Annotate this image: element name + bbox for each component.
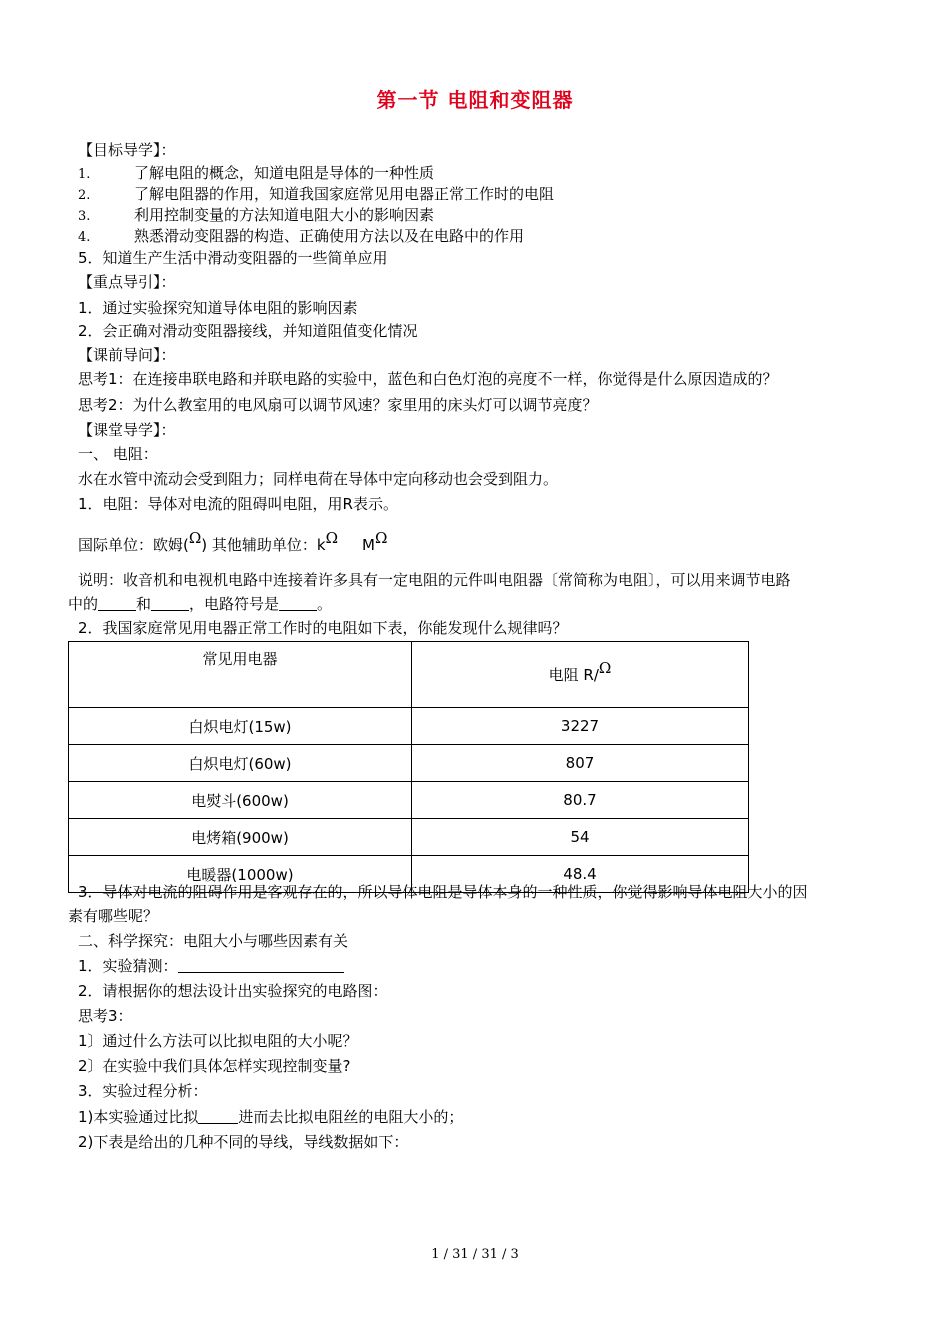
design-line: 2．请根据你的想法设计出实验探究的电路图： [78,982,388,1000]
note-line-1: 说明：收音机和电视机电路中连接着许多具有一定电阻的元件叫电阻器〔常简称为电阻〕，可以用来调节电路 [78,571,791,589]
goal-item-5: 5．知道生产生活中滑动变阻器的一些简单应用 [78,249,388,267]
table-row [69,782,749,819]
think-3: 思考3： [78,1007,133,1025]
unit-prefix: 国际单位：欧姆( [78,536,189,554]
note-b: 和 [136,595,152,613]
omega-symbol: Ω [598,658,612,677]
analysis-blank[interactable] [198,1109,238,1124]
resistance-cell: 80.7 [412,782,749,819]
unit-mid: ) 其他辅助单位：k [201,536,326,554]
goal-num: 1. [78,167,91,182]
think-3-item-2: 2〕在实验中我们具体怎样实现控制变量? [78,1057,351,1075]
preview-heading: 【课前导问】： [78,346,176,364]
omega-symbol: Ω [375,529,388,547]
goal-text: 利用控制变量的方法知道电阻大小的影响因素 [134,206,435,224]
blank-field[interactable] [151,596,189,611]
goal-item [78,184,554,206]
question-3-line-2: 素有哪些呢？ [68,907,159,925]
resistance-table [68,641,749,893]
think-2: 思考2：为什么教室用的电风扇可以调节风速？家里用的床头灯可以调节亮度？ [78,396,598,414]
unit-line [78,529,388,555]
table-row [69,819,749,856]
goal-item [78,226,524,248]
note-d: 。 [317,595,333,613]
focus-heading: 【重点导引】： [78,273,176,291]
goal-num: 3. [78,209,91,224]
table-header-device: 常见用电器 [69,642,412,708]
question-3-line-1: 3．导体对电流的阻碍作用是客观存在的，所以导体电阻是导体本身的一种性质，你觉得影响导体电阻大小的因 [78,883,808,901]
explore-heading: 二、科学探究：电阻大小与哪些因素有关 [78,932,349,950]
analysis-heading: 3．实验过程分析： [78,1082,208,1100]
resistance-cell: 3227 [412,708,749,745]
question-2: 2．我国家庭常见用电器正常工作时的电阻如下表，你能发现什么规律吗？ [78,619,568,637]
note-c: ，电路符号是 [189,595,280,613]
note-line-2 [68,594,332,614]
goal-num: 4. [78,230,91,245]
device-cell: 白炽电灯(15w) [69,708,412,745]
table-header-row [69,642,749,708]
omega-symbol: Ω [188,529,202,547]
note-a: 中的 [68,595,99,613]
resistance-definition: 1．电阻：导体对电流的阻碍叫电阻，用R表示。 [78,495,398,513]
blank-field[interactable] [279,596,317,611]
focus-item: 2．会正确对滑动变阻器接线，并知道阻值变化情况 [78,322,418,340]
resistance-cell: 807 [412,745,749,782]
page-footer: 1 / 31 / 31 / 3 [431,1247,519,1262]
think-1: 思考1：在连接串联电路和并联电路的实验中，蓝色和白色灯泡的亮度不一样，你觉得是什么原因造成的？ [78,370,778,388]
analysis-item-2: 2)下表是给出的几种不同的导线，导线数据如下： [78,1133,409,1151]
device-cell: 白炽电灯(60w) [69,745,412,782]
guess-line [78,956,344,976]
goal-text: 了解电阻的概念，知道电阻是导体的一种性质 [134,164,435,182]
guess-blank[interactable] [178,958,344,973]
goal-text: 熟悉滑动变阻器的构造、正确使用方法以及在电路中的作用 [134,227,525,245]
analysis-1-post: 进而去比拟电阻丝的电阻大小的； [238,1108,464,1126]
analysis-1-pre: 1)本实验通过比拟 [78,1108,199,1126]
resistance-cell: 54 [412,819,749,856]
think-3-item-1: 1〕通过什么方法可以比拟电阻的大小呢？ [78,1032,358,1050]
table-header-resistance [412,642,749,708]
water-analogy: 水在水管中流动会受到阻力；同样电荷在导体中定向移动也会受到阻力。 [78,470,559,488]
analysis-item-1 [78,1107,463,1127]
table-row [69,708,749,745]
device-cell: 电暖器(1000w) [69,856,412,893]
blank-field[interactable] [98,596,136,611]
section-1-heading: 一、 电阻： [78,445,158,463]
unit-m: M [362,536,375,554]
goal-num: 2. [78,188,91,203]
table-header-resistance-label: 电阻 R/ [548,665,599,684]
device-cell: 电熨斗(600w) [69,782,412,819]
page-title: 第一节 电阻和变阻器 [376,88,574,112]
classroom-heading: 【课堂导学】： [78,421,176,439]
focus-item: 1．通过实验探究知道导体电阻的影响因素 [78,299,358,317]
omega-symbol: Ω [325,529,339,547]
goals-heading: 【目标导学】： [78,141,176,159]
resistance-cell: 48.4 [412,856,749,893]
goal-item [78,205,434,227]
goal-item [78,163,434,185]
guess-label: 1．实验猜测： [78,957,178,975]
goal-text: 了解电阻器的作用，知道我国家庭常见用电器正常工作时的电阻 [134,185,555,203]
table-row [69,745,749,782]
device-cell: 电烤箱(900w) [69,819,412,856]
